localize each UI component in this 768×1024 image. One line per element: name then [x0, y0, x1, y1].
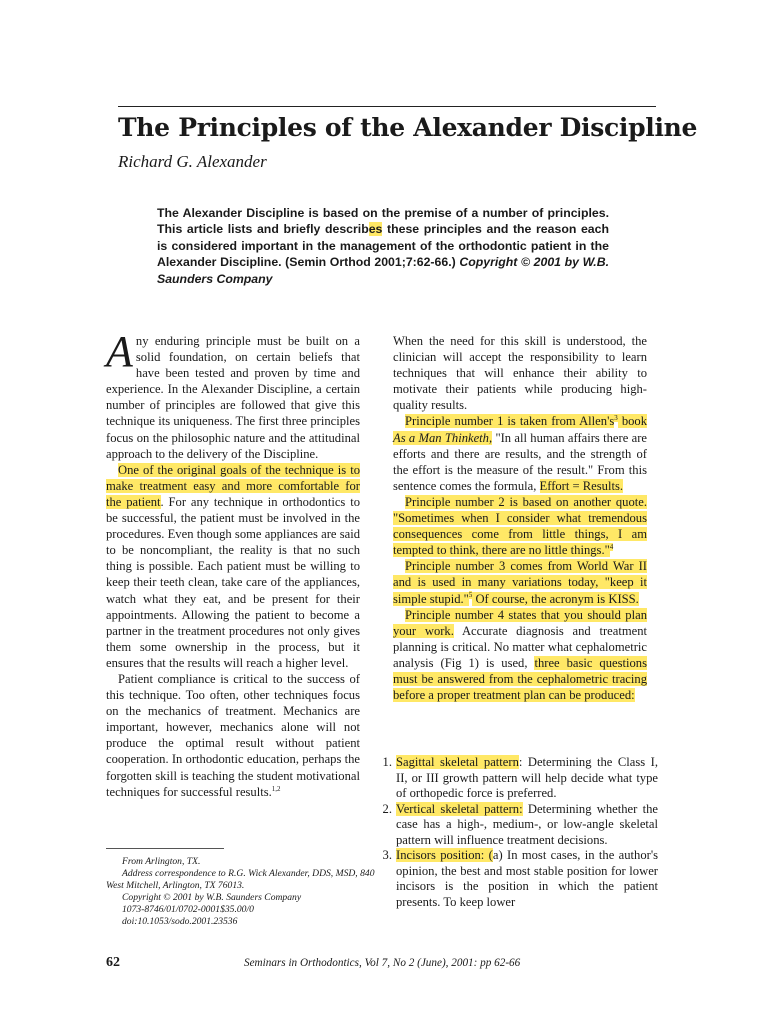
drop-cap: A — [106, 327, 133, 376]
footnote-doi: doi:10.1053/sodo.2001.23536 — [122, 916, 238, 927]
principle-3-highlight: Principle number 3 comes from World War II and is used in many variations today, "keep it simple stupid." — [393, 559, 647, 606]
list-item-body: Determining whether the case has a high-, medium-, or low-angle skeletal pattern will influence treatment decisions. — [396, 801, 658, 847]
list-item — [370, 755, 658, 802]
footnote-copyright: Copyright © 2001 by W.B. Saunders Company — [122, 892, 302, 903]
abstract-text: The Alexander Discipline is based on the premise of a number of principles. This article lists and briefly describ — [157, 206, 609, 237]
list-item-body: a) In most cases, in the author's opinion, the best and most stable position for lower incisors is the position in which the patient presents. To keep lower — [396, 848, 658, 909]
list-number: 1. — [382, 755, 392, 769]
top-rule — [118, 106, 656, 107]
numbered-list — [370, 755, 658, 910]
right-p5-text: Accurate diagnosis and treatment planning is critical. No matter what cephalometric analysis (Fig 1) is used, — [393, 623, 648, 670]
abstract — [157, 205, 609, 287]
left-column — [106, 327, 360, 800]
abstract-text-cont: these principles and the reason each is considered important in the management of the orthodontic patient in the Alexander Discipline. (Semin Orthod 2001;7:62-66.) — [157, 222, 609, 270]
list-item-text — [396, 848, 658, 910]
principle-2-highlight: Principle number 2 is based on another quote. "Sometimes when I consider what tremendous consequences come from little things, I am tempted to think, there are no little things." — [393, 494, 647, 558]
list-item — [370, 848, 658, 910]
right-p2-text: "In all human affairs there are efforts and there are results, and the strength of the effort is the measure of the result." From this sentence comes the formula, — [393, 430, 647, 493]
formula-highlight: Effort = Results. — [539, 478, 624, 493]
left-paragraph-3 — [106, 671, 360, 800]
footnote-issn: 1073-8746/01/0702-0001$35.00/0 — [122, 904, 254, 915]
book-title: As a Man Thinketh, — [393, 430, 493, 445]
list-item-label: Sagittal skeletal pattern — [396, 755, 519, 769]
article-author: Richard G. Alexander — [118, 152, 267, 171]
right-paragraph-4 — [393, 558, 647, 606]
left-p2-text: . For any technique in orthodontics to be successful, the patient must be involved in the procedures. Even though some appliances are said to be noncompliant, the reality is that no such thing is possible. Each patient must be willing to keep their teeth clean, take care of the appliances, watch what they eat, and be present for their appointments. Allowing the patient to become a partner in the treatment procedures not only gives them some ownership in the process, but it ensures that the results will reach a higher level. — [106, 494, 360, 670]
footnote — [106, 856, 376, 928]
right-column — [393, 333, 647, 703]
left-p1-text: ny enduring principle must be built on a solid foundation, on certain beliefs that have been tested and proven by time and experience. In the Alexander Discipline, a certain number of principles are followed that give this technique its uniqueness. The first three principles focus on the philosophic nature and the attitudinal approach to the delivery of the Discipline. — [106, 334, 360, 461]
principle-1-highlight-2: book — [617, 414, 648, 429]
list-item-label: Vertical skeletal pattern: — [396, 801, 523, 816]
right-p1-text: When the need for this skill is understood, the clinician will accept the responsibility to learn techniques that will enhance their ability to motivate their patients while producing high-quality results. — [393, 334, 647, 413]
principle-1-highlight: Principle number 1 is taken from Allen's — [405, 414, 615, 429]
citation-sup: 5 — [468, 591, 473, 600]
left-p2-highlight: One of the original goals of the technique is to make treatment easy and more comfortable for the patient — [106, 462, 360, 509]
right-paragraph-2 — [393, 413, 647, 493]
journal-citation: Seminars in Orthodontics, Vol 7, No 2 (June), 2001: pp 62-66 — [244, 957, 521, 969]
article-title: The Principles of the Alexander Discipline — [118, 113, 698, 142]
list-number: 3. — [382, 848, 392, 862]
left-paragraph-2 — [106, 462, 360, 671]
footnote-from: From Arlington, TX. — [122, 856, 201, 867]
list-item-text — [396, 755, 658, 802]
citation-sup: 4 — [609, 543, 614, 552]
three-questions-highlight: three basic questions must be answered from the cephalometric tracing before a proper treatment plan can be produced: — [393, 655, 647, 703]
footnote-rule — [106, 848, 224, 849]
right-paragraph-3 — [393, 494, 647, 558]
citation-sup: 3 — [614, 414, 618, 423]
principle-4-highlight: Principle number 4 states that you should plan your work. — [393, 607, 647, 638]
abstract-highlight: es — [368, 222, 383, 237]
left-paragraph-1 — [106, 327, 360, 462]
citation-sup: 1,2 — [271, 784, 281, 793]
abstract-copyright: Copyright © 2001 by W.B. Saunders Company — [157, 255, 609, 286]
list-item-label: Incisors position: ( — [396, 848, 493, 862]
principle-3-highlight-2: Of course, the acronym is KISS. — [472, 591, 639, 606]
list-item-text — [396, 802, 658, 849]
right-paragraph-1 — [393, 333, 647, 413]
left-p3-text: Patient compliance is critical to the success of this technique. Too often, other techniques focus on the mechanics of treatment. Mechanics are important, however, mechanics alone will not produce the optimal result without patient cooperation. In orthodontic education, perhaps the forgotten skill is teaching the student motivational techniques for successful results. — [106, 671, 360, 799]
list-number: 2. — [382, 801, 392, 816]
footnote-address: Address correspondence to R.G. Wick Alexander, DDS, MSD, 840 West Mitchell, Arlington, TX 76013. — [106, 868, 375, 891]
list-item — [370, 802, 658, 849]
list-item-body: : Determining the Class I, II, or III growth pattern will help decide what type of orthopedic force is preferred. — [396, 755, 659, 800]
right-paragraph-5 — [393, 607, 647, 704]
page-number: 62 — [106, 955, 120, 970]
